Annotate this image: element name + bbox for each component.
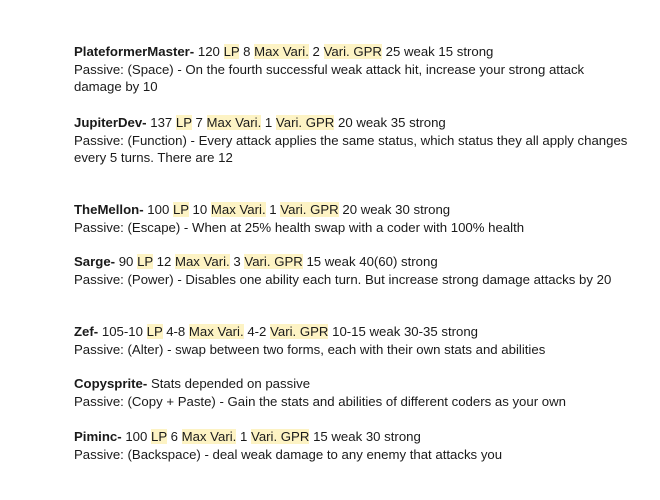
max-vari-value: 7 [195, 115, 203, 130]
max-vari-value: 4-8 [166, 324, 186, 339]
attack-stats: 20 weak 30 strong [342, 202, 451, 217]
lp-term: LP [151, 429, 167, 444]
lp-term: LP [172, 202, 189, 217]
vari-gpr-term: Vari. GPR [251, 429, 310, 444]
vari-gpr-term: Vari. GPR [323, 44, 382, 59]
coder-name: TheMellon- [74, 202, 144, 217]
lp-term: LP [223, 44, 240, 59]
stats-line [74, 114, 634, 132]
passive-text: Passive: (Backspace) - deal weak damage to any enemy that attacks you [74, 446, 503, 462]
lp-value: 120 [197, 44, 220, 59]
vari-gpr-value: 1 [264, 115, 273, 130]
max-vari-term: Max Vari. [181, 429, 237, 444]
passive-text: Passive: (Alter) - swap between two forms, each with their own stats and abilities [74, 341, 546, 357]
lp-value: 100 [147, 202, 170, 217]
stats-line [74, 428, 634, 446]
coder-name: Zef- [74, 324, 99, 339]
vari-gpr-value: 3 [233, 254, 241, 269]
max-vari-value: 8 [243, 44, 251, 59]
stats-line [74, 375, 634, 393]
max-vari-term: Max Vari. [254, 44, 309, 59]
stats-text: Stats depended on passive [150, 376, 311, 391]
coder-name: JupiterDev- [74, 115, 147, 130]
vari-gpr-value: 1 [239, 429, 248, 444]
vari-gpr-term: Vari. GPR [280, 202, 339, 217]
vari-gpr-term: Vari. GPR [275, 115, 335, 130]
coder-entry-themellon [74, 201, 634, 236]
lp-value: 105-10 [101, 324, 143, 339]
attack-stats: 20 weak 35 strong [337, 115, 446, 130]
max-vari-term: Max Vari. [174, 254, 230, 269]
coder-name: Piminc- [74, 429, 122, 444]
stats-line [74, 253, 634, 271]
max-vari-term: Max Vari. [188, 324, 244, 339]
passive-text: Passive: (Escape) - When at 25% health swap with a coder with 100% health [74, 219, 525, 235]
lp-value: 100 [125, 429, 148, 444]
stats-line [74, 43, 634, 61]
passive-text: Passive: (Copy + Paste) - Gain the stats and abilities of different coders as your own [74, 393, 566, 409]
attack-stats: 10-15 weak 30-35 strong [332, 324, 478, 339]
max-vari-value: 6 [170, 429, 178, 444]
stats-line [74, 323, 634, 341]
coder-name: Copysprite- [74, 376, 148, 391]
max-vari-value: 10 [192, 202, 208, 217]
coder-entry-sarge [74, 253, 634, 288]
lp-value: 137 [150, 115, 173, 130]
vari-gpr-term: Vari. GPR [244, 254, 303, 269]
max-vari-term: Max Vari. [206, 115, 262, 130]
lp-term: LP [175, 115, 192, 130]
lp-value: 90 [118, 254, 134, 269]
coder-name: Sarge- [74, 254, 116, 269]
coder-entry-piminc [74, 428, 634, 463]
passive-text: Passive: (Power) - Disables one ability each turn. But increase strong damage attacks by 20 [74, 271, 612, 287]
passive-text: Passive: (Function) - Every attack applies the same status, which status they all apply changes every 5 turns. There are 12 [74, 132, 628, 165]
passive-text: Passive: (Space) - On the fourth successful weak attack hit, increase your strong attack damage by 10 [74, 61, 585, 94]
vari-gpr-value: 1 [269, 202, 277, 217]
coder-entry-zef [74, 323, 634, 358]
attack-stats: 15 weak 40(60) strong [306, 254, 438, 269]
vari-gpr-value: 4-2 [247, 324, 267, 339]
coder-entry-plateformermaster [74, 43, 634, 96]
lp-term: LP [146, 324, 163, 339]
lp-term: LP [137, 254, 153, 269]
coder-name: PlateformerMaster- [74, 44, 195, 59]
vari-gpr-term: Vari. GPR [270, 324, 329, 339]
coder-entry-copysprite [74, 375, 634, 410]
stats-line [74, 201, 634, 219]
attack-stats: 25 weak 15 strong [385, 44, 494, 59]
max-vari-term: Max Vari. [210, 202, 266, 217]
attack-stats: 15 weak 30 strong [313, 429, 421, 444]
vari-gpr-value: 2 [312, 44, 320, 59]
coder-entry-jupiterdev [74, 114, 634, 167]
max-vari-value: 12 [156, 254, 172, 269]
